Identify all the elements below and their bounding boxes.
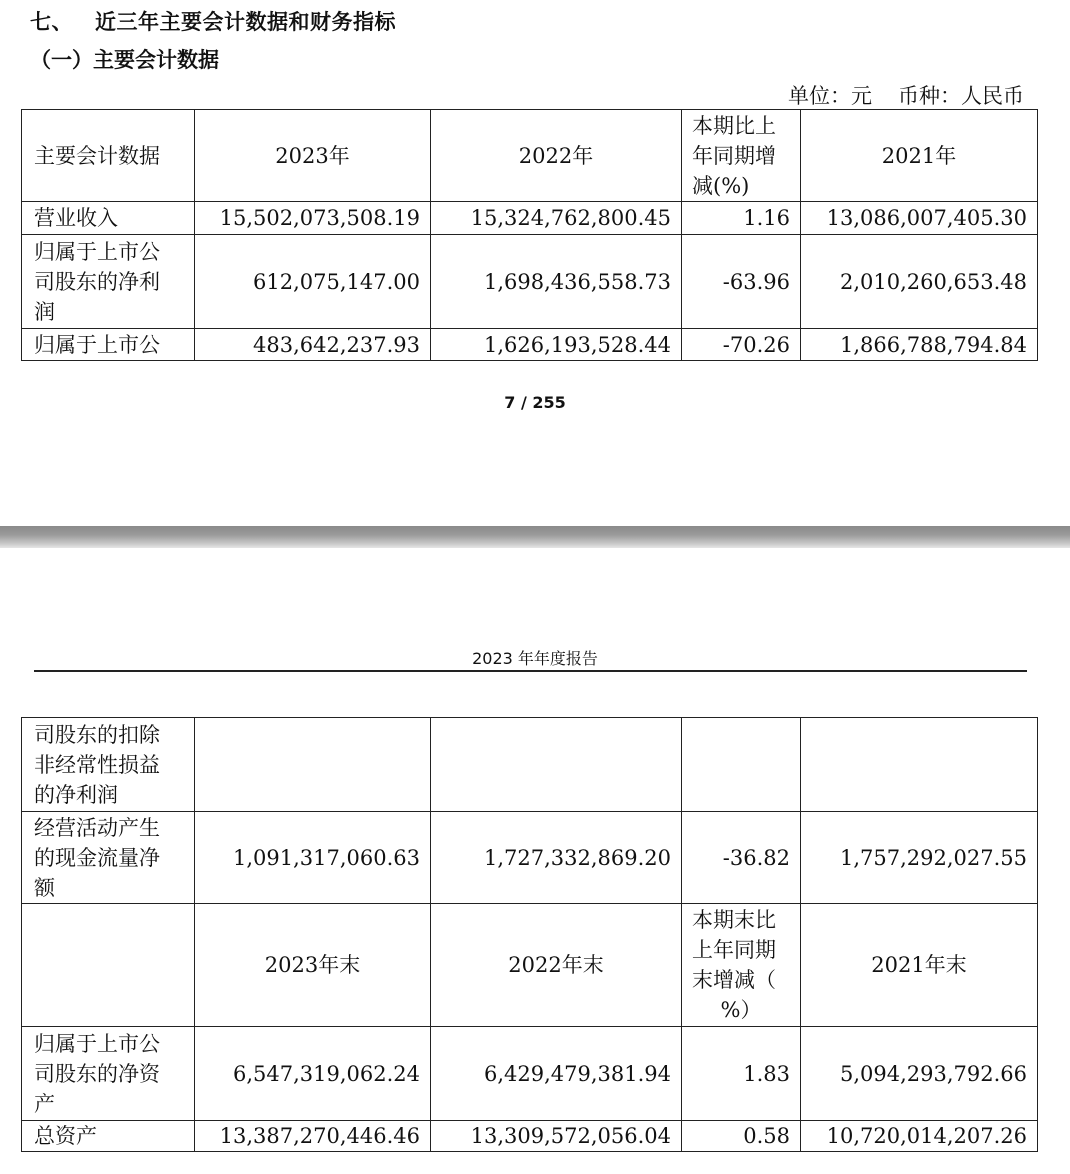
report-header: 2023 年年度报告 <box>472 649 598 668</box>
header-label <box>22 904 195 1027</box>
row-label <box>22 329 195 361</box>
header-2023-end: 2023年末 <box>195 904 431 1027</box>
table-row <box>22 812 1038 904</box>
table-row <box>22 202 1038 235</box>
row-label-line: 经营活动产生 <box>34 815 160 840</box>
cell-2021 <box>801 718 1038 812</box>
section-heading <box>30 6 396 36</box>
cell-2023: 6,547,319,062.24 <box>195 1027 431 1121</box>
row-label-line: 总资产 <box>34 1124 97 1148</box>
header-change-line: %） <box>720 998 762 1022</box>
cell-2023 <box>195 718 431 812</box>
header-change <box>682 110 801 202</box>
cell-2021: 5,094,293,792.66 <box>801 1027 1038 1121</box>
cell-change <box>682 718 801 812</box>
row-label-line: 司股东的净利 <box>34 269 160 294</box>
header-2021-end: 2021年末 <box>801 904 1038 1027</box>
row-label-line: 营业收入 <box>34 206 118 230</box>
cell-2021: 13,086,007,405.30 <box>801 202 1038 235</box>
subsection-title: （一）主要会计数据 <box>30 48 219 72</box>
cell-2022: 1,626,193,528.44 <box>431 329 682 361</box>
page-number: 7 / 255 <box>504 393 566 412</box>
table-row <box>22 1121 1038 1152</box>
unit-line <box>788 80 1024 110</box>
row-label-line: 的现金流量净 <box>34 845 160 870</box>
cell-2021: 2,010,260,653.48 <box>801 235 1038 329</box>
header-2021: 2021年 <box>801 110 1038 202</box>
accounting-data-table-top <box>21 109 1038 361</box>
cell-2023: 15,502,073,508.19 <box>195 202 431 235</box>
cell-2022: 6,429,479,381.94 <box>431 1027 682 1121</box>
cell-2022: 13,309,572,056.04 <box>431 1121 682 1152</box>
cell-2021: 1,757,292,027.55 <box>801 812 1038 904</box>
cell-change: -36.82 <box>682 812 801 904</box>
header-rule <box>34 670 1027 672</box>
row-label-line: 非经常性损益 <box>34 752 160 777</box>
cell-change: 1.16 <box>682 202 801 235</box>
row-label-line: 额 <box>34 875 55 900</box>
row-label-line: 司股东的净资 <box>34 1061 160 1086</box>
cell-2021: 10,720,014,207.26 <box>801 1121 1038 1152</box>
cell-2023: 483,642,237.93 <box>195 329 431 361</box>
currency-text: 币种：人民币 <box>898 84 1024 108</box>
cell-change: 0.58 <box>682 1121 801 1152</box>
accounting-data-table-bottom <box>21 717 1038 1152</box>
cell-2022: 15,324,762,800.45 <box>431 202 682 235</box>
cell-2023: 612,075,147.00 <box>195 235 431 329</box>
header-change-line: 本期末比 <box>692 908 776 932</box>
cell-2022: 1,727,332,869.20 <box>431 812 682 904</box>
table-header-row <box>22 904 1038 1027</box>
cell-2023: 13,387,270,446.46 <box>195 1121 431 1152</box>
row-label <box>22 235 195 329</box>
header-change-line: 上年同期 <box>692 938 776 962</box>
page-separator <box>0 526 1070 548</box>
header-change-line: 末增减（ <box>692 968 776 992</box>
row-label-line: 归属于上市公 <box>34 239 160 264</box>
row-label-line: 司股东的扣除 <box>34 722 160 747</box>
cell-change: -63.96 <box>682 235 801 329</box>
header-2023: 2023年 <box>195 110 431 202</box>
cell-2021: 1,866,788,794.84 <box>801 329 1038 361</box>
header-2022-end: 2022年末 <box>431 904 682 1027</box>
row-label <box>22 1027 195 1121</box>
row-label <box>22 812 195 904</box>
header-2022: 2022年 <box>431 110 682 202</box>
cell-2022: 1,698,436,558.73 <box>431 235 682 329</box>
row-label-line: 归属于上市公 <box>34 332 160 357</box>
table-row <box>22 718 1038 812</box>
header-change-line: 本期比上 <box>692 113 776 138</box>
unit-text: 单位：元 <box>788 84 872 108</box>
cell-2022 <box>431 718 682 812</box>
row-label <box>22 202 195 235</box>
row-label-line: 归属于上市公 <box>34 1031 160 1056</box>
row-label-line: 润 <box>34 299 55 324</box>
cell-change: 1.83 <box>682 1027 801 1121</box>
section-title: 近三年主要会计数据和财务指标 <box>95 10 396 34</box>
section-number: 七、 <box>30 10 73 34</box>
cell-change: -70.26 <box>682 329 801 361</box>
table-row <box>22 329 1038 361</box>
row-label-line: 产 <box>34 1091 55 1116</box>
table-row <box>22 235 1038 329</box>
row-label <box>22 1121 195 1152</box>
header-label: 主要会计数据 <box>22 110 195 202</box>
header-change-line: 减(%) <box>692 173 750 198</box>
cell-2023: 1,091,317,060.63 <box>195 812 431 904</box>
header-change-line: 年同期增 <box>692 143 776 168</box>
table-header-row <box>22 110 1038 202</box>
table-row <box>22 1027 1038 1121</box>
row-label <box>22 718 195 812</box>
row-label-line: 的净利润 <box>34 782 118 807</box>
header-change <box>682 904 801 1027</box>
